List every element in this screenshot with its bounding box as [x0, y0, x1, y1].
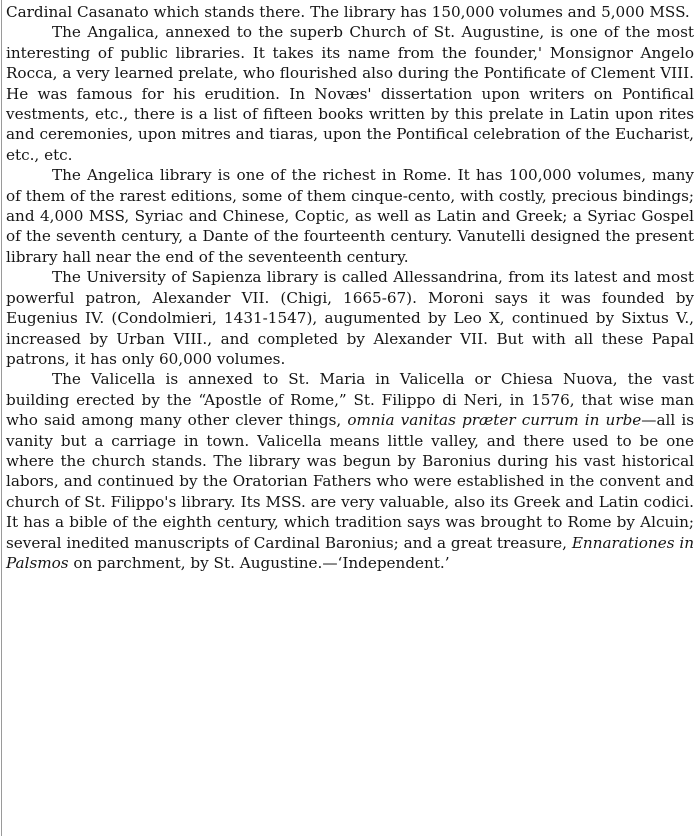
- paragraph: [6, 165, 694, 267]
- paragraph-text: —all is vanity but a carriage in town. Valicella means little valley, and there used to be one where the church stands. The library was begun by Baronius during his vast historical labors, and continued by the Oratorian Fathers who were established in the convent and church of St. Filippo's library. Its MSS. are very valuable, also its Greek and Latin codici. It has a bible of the eighth century, which tradition says was brought to Rome by Alcuin; several inedited manuscripts of Cardinal Baronius; and a great treasure,: [6, 411, 695, 552]
- paragraph-text: The University of Sapienza library is called Allessandrina, from its latest and most powerful patron, Alexander VII. (Chigi, 1665-67). Moroni says it was founded by Eugenius IV. (Condolmieri, 1431-1547), augumented by Leo X, continued by Sixtus V., increased by Urban VIII., and completed by Alexander VII. But with all these Papal patrons, it has only 60,000 volumes.: [6, 268, 694, 368]
- paragraph-text: The Valicella is annexed to St. Maria in Valicella or Chiesa Nuova, the vast building erected by the “Apostle of Rome,” St. Filippo di Neri, in 1576, that wise man who said among many other clever things,: [6, 370, 694, 430]
- paragraph: [6, 369, 694, 573]
- latin-phrase: omnia vanitas præter currum in urbe: [347, 411, 642, 430]
- paragraph: [6, 267, 694, 369]
- column-rule: [1, 0, 2, 836]
- paragraph-text: Cardinal Casanato which stands there. The library has 150,000 volumes and 5,000 MSS.: [6, 3, 690, 21]
- book-title: Ennarationes in Palsmos: [6, 533, 695, 572]
- paragraph-text: The Angelica library is one of the richest in Rome. It has 100,000 volumes, many of them of the rarest editions, some of them cinque-cento, with costly, precious bindings; and 4,000 MSS, Syriac and Chinese, Coptic, as well as Latin and Greek; a Syriac Gospel of the seventh century, a Dante of the fourteenth century. Vanutelli designed the present library hall near the end of the seventeenth century.: [6, 166, 694, 266]
- paragraph-text: The Angalica, annexed to the superb Church of St. Augustine, is one of the most interesting of public libraries. It takes its name from the founder,' Monsignor Angelo Rocca, a very learned prelate, who flourished also during the Pontificate of Clement VIII. He was famous for his erudition. In Novæs' dissertation upon writers on Pontifical vestments, etc., there is a list of fifteen books written by this prelate in Latin upon rites and ceremonies, upon mitres and tiaras, upon the Pontifical celebration of the Eucharist, etc., etc.: [6, 23, 694, 164]
- paragraph: [6, 22, 694, 165]
- paragraph: [6, 2, 694, 22]
- article-body: [6, 2, 694, 573]
- paragraph-text: on parchment, by St. Augustine.—‘Independent.’: [68, 553, 450, 572]
